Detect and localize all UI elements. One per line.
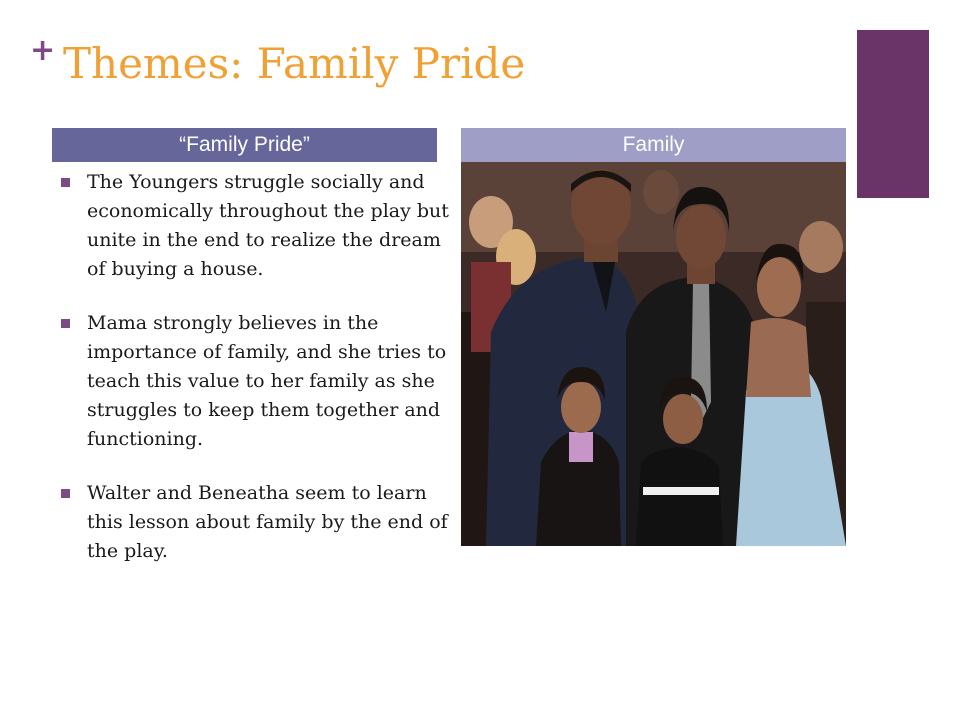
square-bullet-icon (61, 489, 70, 498)
bullet-text: Mama strongly believes in the importance of family, and she tries to teach this value to her family as she struggles to keep them together and functioning. (87, 312, 447, 450)
bullet-text: Walter and Beneatha seem to learn this lesson about family by the end of the play. (87, 482, 448, 562)
bullet-item (60, 479, 452, 566)
accent-bar (857, 30, 929, 198)
bullet-item (60, 309, 452, 454)
bullet-text: The Youngers struggle socially and economically throughout the play but unite in the end to realize the dream of buying a house. (87, 171, 449, 280)
slide-title: Themes: Family Pride (63, 39, 526, 88)
square-bullet-icon (61, 178, 70, 187)
bullet-list (60, 168, 452, 591)
square-bullet-icon (61, 319, 70, 328)
left-column-header: “Family Pride” (52, 128, 437, 162)
right-column-header: Family (461, 128, 846, 162)
family-photo (461, 162, 846, 546)
bullet-item (60, 168, 452, 284)
plus-icon: + (30, 33, 56, 68)
